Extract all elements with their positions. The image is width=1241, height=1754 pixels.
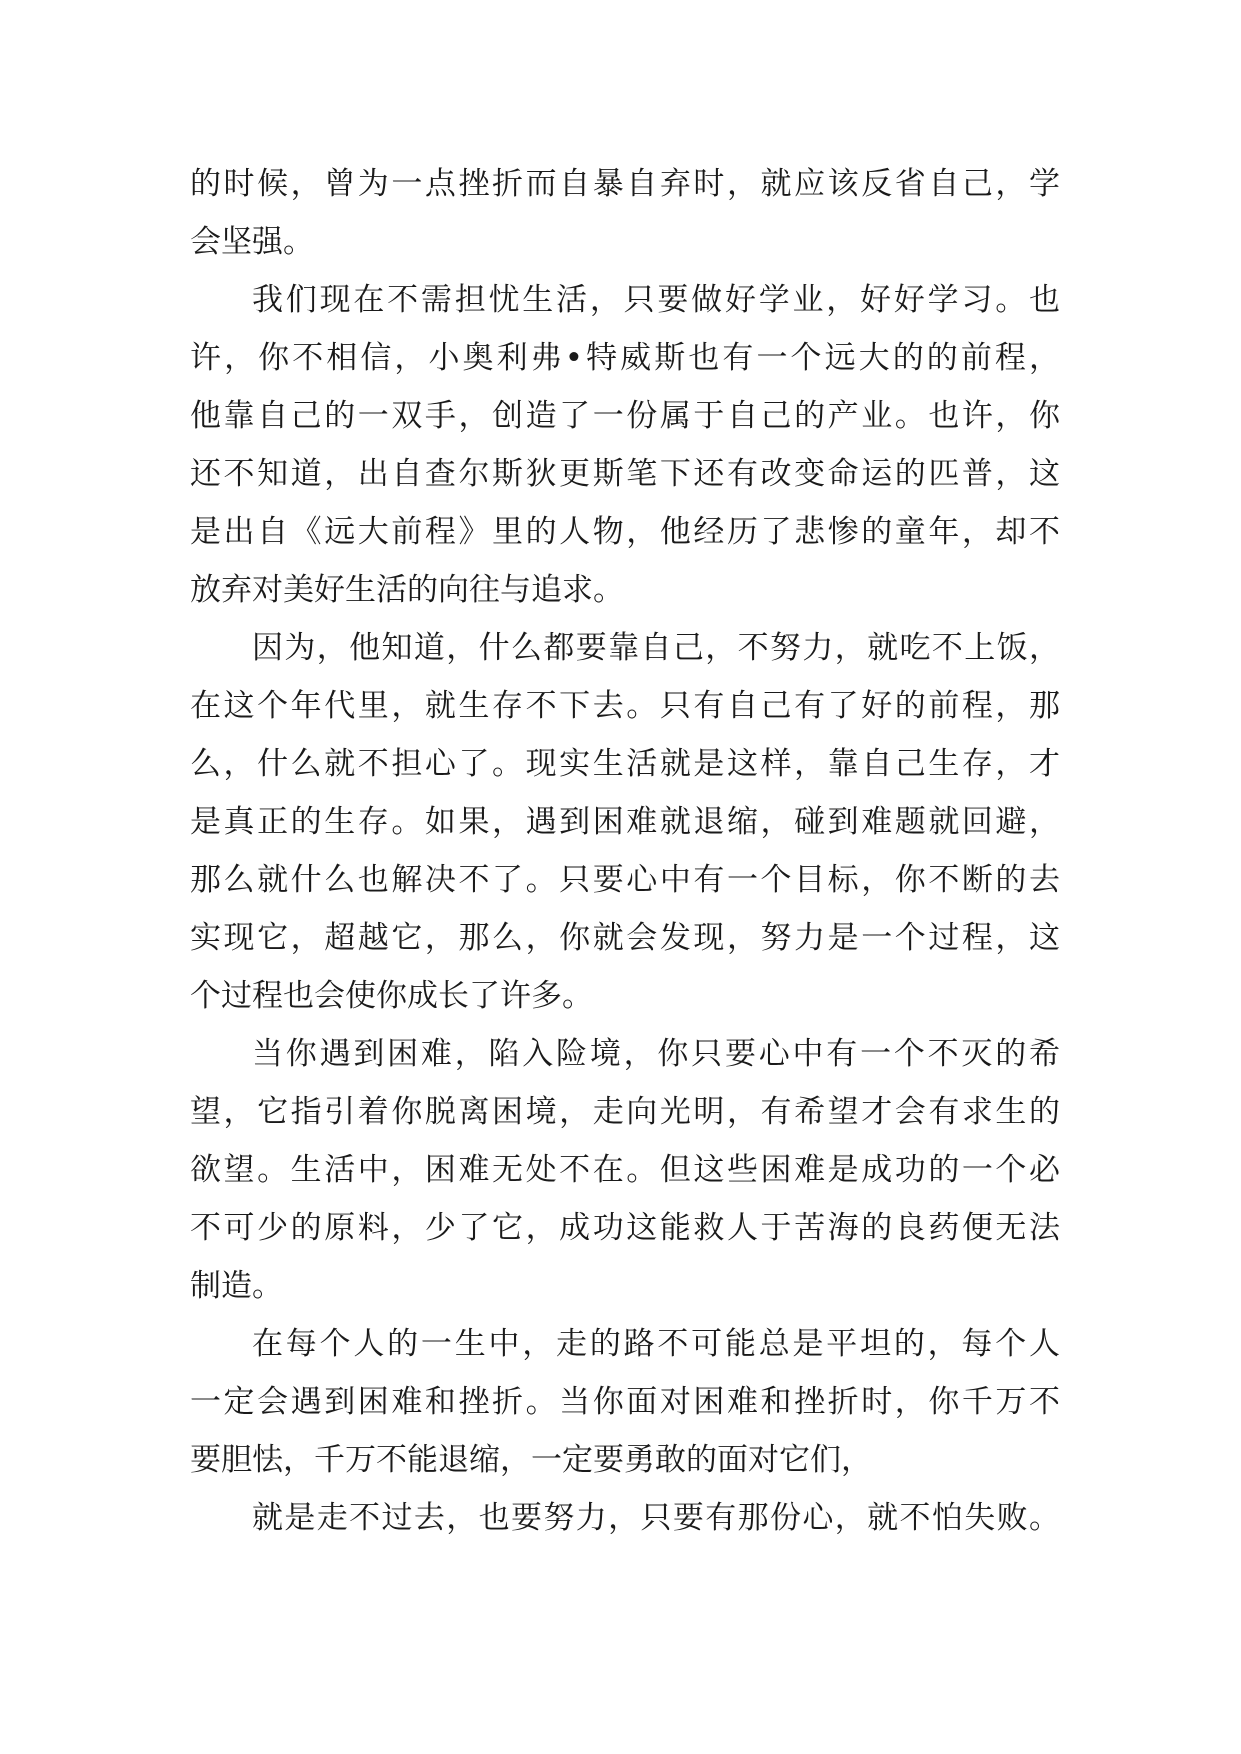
text-line: 因为，他知道，什么都要靠自己，不努力，就吃不上饭，: [252, 630, 1060, 666]
text-line: 欲望。生活中，困难无处不在。但这些困难是成功的一个必: [190, 1152, 1060, 1188]
text-line: 会坚强。: [190, 224, 314, 260]
text-line: 么，什么就不担心了。现实生活就是这样，靠自己生存，才: [190, 746, 1060, 782]
text-line: 在每个人的一生中，走的路不可能总是平坦的，每个人: [252, 1326, 1060, 1362]
body-text: [190, 155, 1060, 1547]
text-line: 实现它，超越它，那么，你就会发现，努力是一个过程，这: [190, 920, 1060, 956]
text-line: 一定会遇到困难和挫折。当你面对困难和挫折时，你千万不: [190, 1384, 1060, 1420]
text-line: 望，它指引着你脱离困境，走向光明，有希望才会有求生的: [190, 1094, 1060, 1130]
text-line: 还不知道，出自查尔斯狄更斯笔下还有改变命运的匹普，这: [190, 456, 1060, 492]
text-line: 是出自《远大前程》里的人物，他经历了悲惨的童年，却不: [190, 514, 1060, 550]
text-line: 当你遇到困难，陷入险境，你只要心中有一个不灭的希: [252, 1036, 1060, 1072]
text-line: 是真正的生存。如果，遇到困难就退缩，碰到难题就回避，: [190, 804, 1060, 840]
text-line: 那么就什么也解决不了。只要心中有一个目标，你不断的去: [190, 862, 1060, 898]
text-line: 我们现在不需担忧生活，只要做好学业，好好学习。也: [252, 282, 1060, 318]
text-line: 就是走不过去，也要努力，只要有那份心，就不怕失败。: [252, 1500, 1060, 1536]
text-line: 他靠自己的一双手，创造了一份属于自己的产业。也许，你: [190, 398, 1060, 434]
text-line: 的时候，曾为一点挫折而自暴自弃时，就应该反省自己，学: [190, 166, 1060, 202]
text-line: 放弃对美好生活的向往与追求。: [190, 572, 624, 608]
text-line: 制造。: [190, 1268, 283, 1304]
text-line: 要胆怯，千万不能退缩，一定要勇敢的面对它们，: [190, 1442, 872, 1478]
text-line: 许，你不相信，小奥利弗•特威斯也有一个远大的的前程，: [190, 340, 1060, 376]
text-line: 在这个年代里，就生存不下去。只有自己有了好的前程，那: [190, 688, 1060, 724]
text-line: 个过程也会使你成长了许多。: [190, 978, 593, 1014]
text-line: 不可少的原料，少了它，成功这能救人于苦海的良药便无法: [190, 1210, 1060, 1246]
